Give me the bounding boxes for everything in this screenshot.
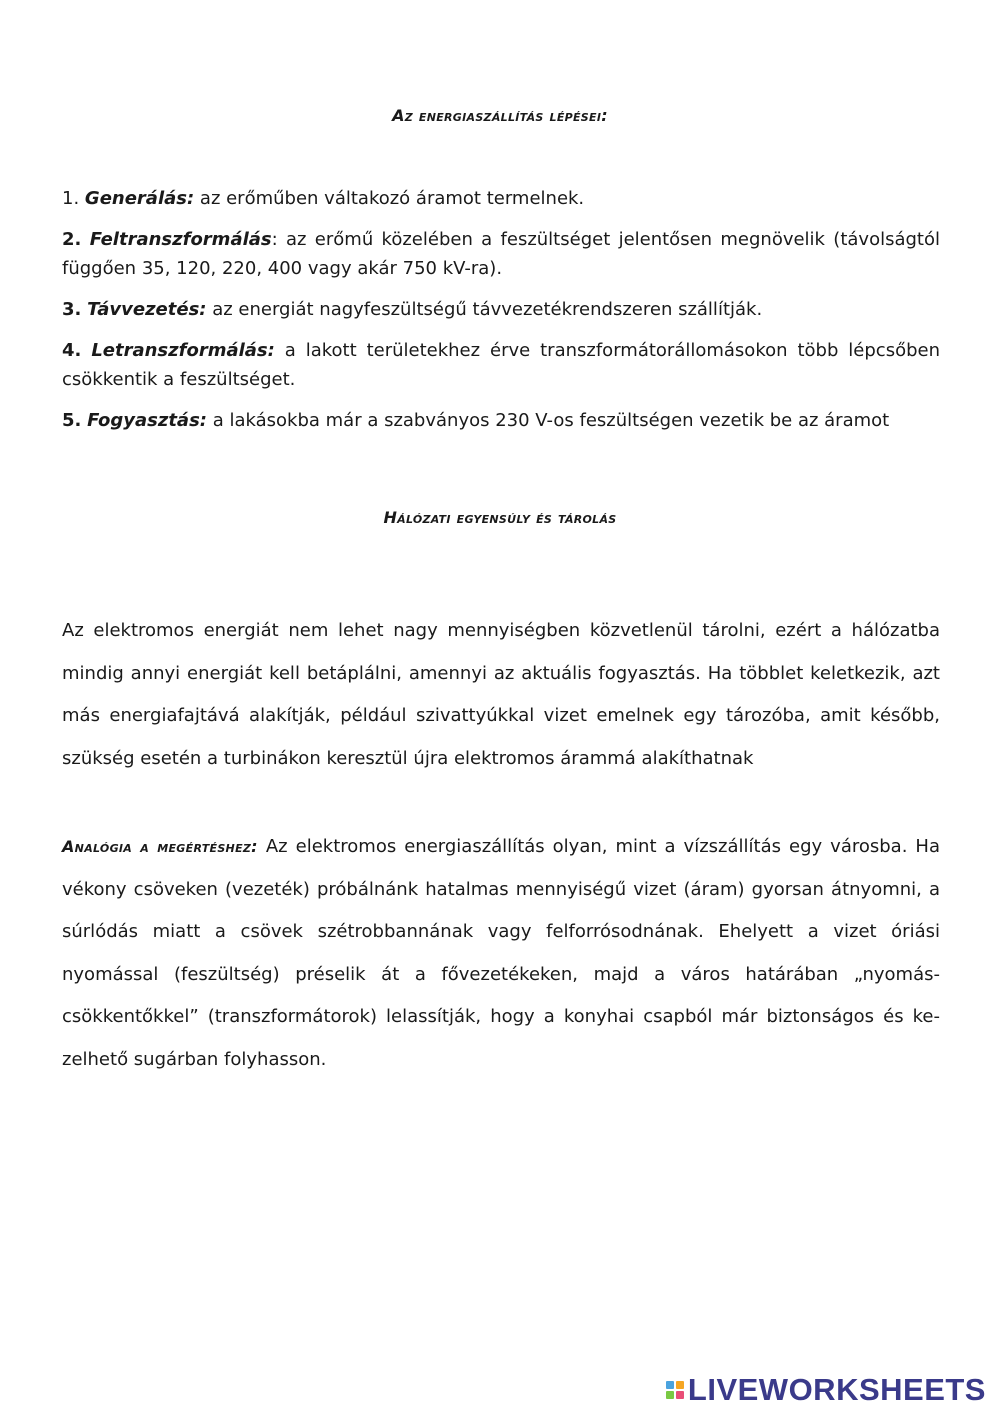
steps-list bbox=[62, 184, 940, 447]
liveworksheets-mark-icon bbox=[666, 1381, 684, 1399]
step-term: Fogyasztás: bbox=[87, 410, 207, 431]
step-term: Generálás: bbox=[84, 188, 195, 209]
step-term: Letranszformálás: bbox=[91, 340, 275, 361]
step-number: 5. bbox=[62, 410, 82, 431]
liveworksheets-logo[interactable] bbox=[666, 1372, 986, 1408]
balance-heading: Hálózati egyensúly és tárolás bbox=[383, 508, 617, 527]
step-text: : az erőmű közelében a feszültséget jelentősen megnövelik (távolságtól függően 35, 120, 220, 400 vagy akár 750 kV-ra). bbox=[62, 229, 940, 279]
logo-text: LIVEWORKSHEETS bbox=[687, 1372, 986, 1407]
step-number: 4. bbox=[62, 340, 82, 361]
analogy-paragraph bbox=[62, 826, 940, 1081]
step-text: az erőműben váltakozó áramot termelnek. bbox=[194, 188, 585, 209]
step-item-5 bbox=[62, 406, 940, 435]
step-item-4 bbox=[62, 336, 940, 394]
logo-square-l bbox=[666, 1381, 674, 1389]
logo-square-i bbox=[676, 1381, 684, 1389]
step-item-3 bbox=[62, 295, 940, 324]
logo-square-v bbox=[666, 1391, 674, 1399]
logo-square-e bbox=[676, 1391, 684, 1399]
step-text: a lakásokba már a szabványos 230 V-os feszültségen vezetik be az áramot bbox=[207, 410, 890, 431]
step-text: a lakott területekhez érve transzformátorállomásokon több lépcsőben csökkentik a feszültséget. bbox=[62, 340, 940, 390]
step-item-1 bbox=[62, 184, 940, 213]
analogy-label: Analógia a megértéshez: bbox=[62, 837, 258, 856]
step-number: 3. bbox=[62, 299, 82, 320]
step-term: Feltranszformálás bbox=[89, 229, 272, 250]
step-number: 1. bbox=[62, 188, 80, 209]
step-number: 2. bbox=[62, 229, 82, 250]
step-item-2 bbox=[62, 225, 940, 283]
step-term: Távvezetés: bbox=[87, 299, 207, 320]
balance-paragraph: Az elektromos energiát nem lehet nagy mennyiségben közvetlenül tárolni, ezért a hálózatba mindig annyi energiát kell betáplálni, amennyi az aktuális fogyasztás. Ha többlet keletkezik, azt más energiafajtává alakítják, például szivattyúkkal vizet emelnek egy tározóba, amit később, szükség esetén a turbinákon keresztül újra elektromos árammá alakíthatnak bbox=[62, 620, 940, 769]
steps-heading: Az energiaszállítás lépései: bbox=[392, 106, 608, 125]
step-text: az energiát nagyfeszültségű távvezetékrendszeren szállítják. bbox=[206, 299, 763, 320]
analogy-text: Az elektromos energiaszállítás olyan, mint a vízszállítás egy városba. Ha vékony csöveken (vezeték) próbálnánk hatalmas mennyiségű vizet (áram) gyorsan átnyomni, a súrlódás miatt a csövek szétrobbannának vagy felforrósodnának. Ehelyett a vizet óriási nyomással (feszültség) préselik át a fővezetékeken, majd a város határában „nyomáscsökkentőkkel” (transzformátorok) lelassítják, hogy a konyhai csapból már biztonságos és kezelhető sugárban folyhasson. bbox=[62, 836, 940, 1070]
